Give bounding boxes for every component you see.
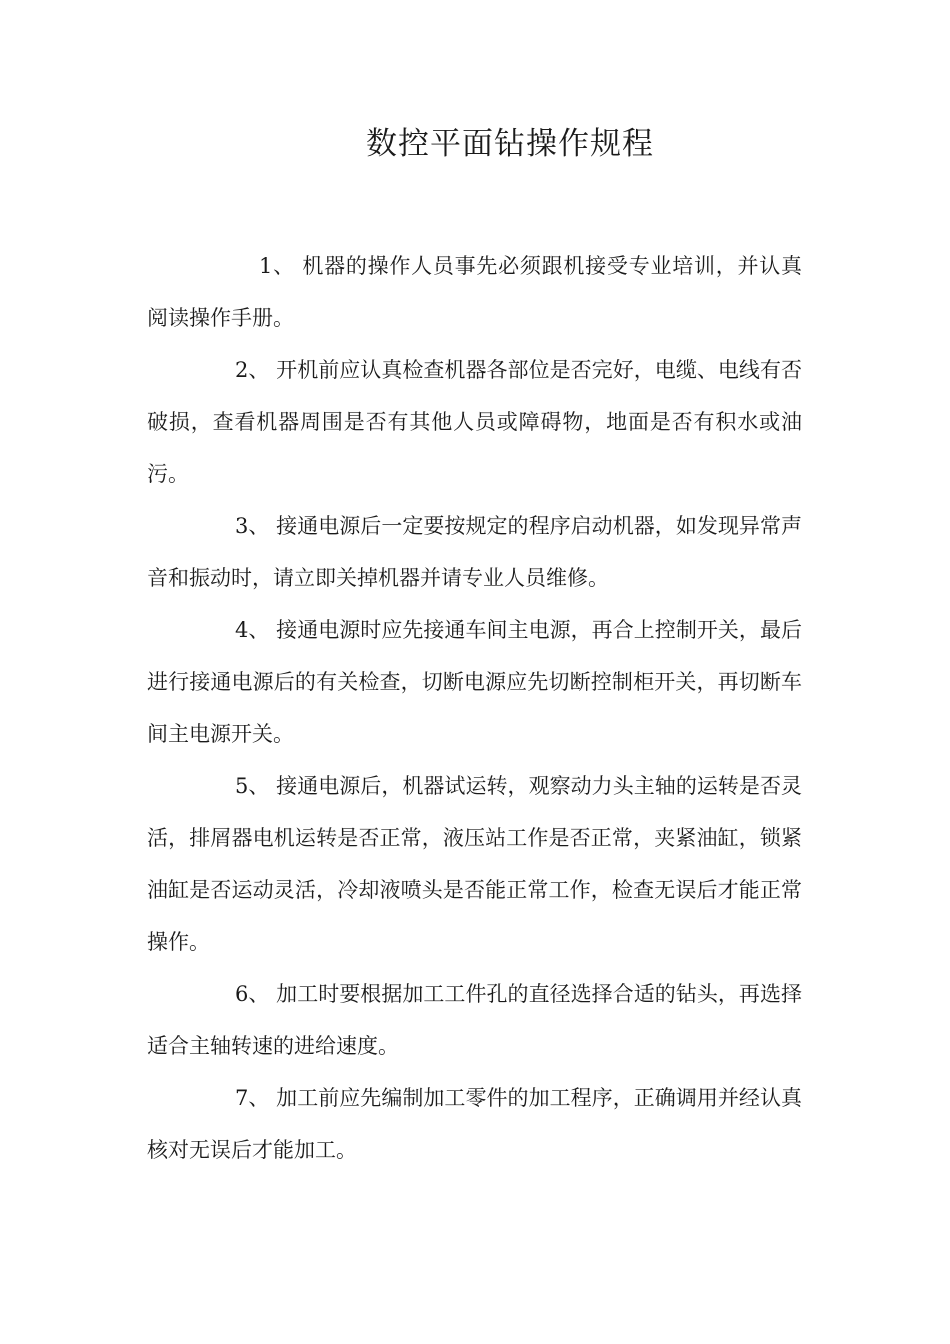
- document-body: [147, 240, 802, 1176]
- paragraph-7-number: 7、: [235, 1086, 270, 1110]
- paragraph-2-number: 2、: [235, 358, 270, 382]
- paragraph-2: [147, 344, 802, 500]
- document-title: 数控平面钻操作规程: [366, 126, 654, 162]
- paragraph-7-text: 加工前应先编制加工零件的加工程序，正确调用并经认真核对无误后才能加工。: [147, 1086, 802, 1162]
- paragraph-1-number: 1、: [259, 254, 295, 278]
- paragraph-1-text: 机器的操作人员事先必须跟机接受专业培训，并认真阅读操作手册。: [147, 254, 802, 330]
- paragraph-2-text: 开机前应认真检查机器各部位是否完好，电缆、电线有否破损，查看机器周围是否有其他人员或障碍物，地面是否有积水或油污。: [147, 358, 802, 486]
- paragraph-4-text: 接通电源时应先接通车间主电源，再合上控制开关，最后进行接通电源后的有关检查，切断电源应先切断控制柜开关，再切断车间主电源开关。: [147, 618, 802, 746]
- paragraph-5: [147, 760, 802, 968]
- paragraph-7: [147, 1072, 802, 1176]
- paragraph-3-text: 接通电源后一定要按规定的程序启动机器，如发现异常声音和振动时，请立即关掉机器并请专业人员维修。: [147, 514, 802, 590]
- paragraph-4-number: 4、: [235, 618, 270, 642]
- paragraph-5-number: 5、: [235, 774, 270, 798]
- paragraph-6-text: 加工时要根据加工工件孔的直径选择合适的钻头，再选择适合主轴转速的进给速度。: [147, 982, 802, 1058]
- paragraph-1: [147, 240, 802, 344]
- paragraph-5-text: 接通电源后，机器试运转，观察动力头主轴的运转是否灵活，排屑器电机运转是否正常，液压站工作是否正常，夹紧油缸，锁紧油缸是否运动灵活，冷却液喷头是否能正常工作，检查无误后才能正常操作。: [147, 774, 802, 954]
- paragraph-3: [147, 500, 802, 604]
- paragraph-4: [147, 604, 802, 760]
- paragraph-3-number: 3、: [235, 514, 270, 538]
- paragraph-6: [147, 968, 802, 1072]
- paragraph-6-number: 6、: [235, 982, 270, 1006]
